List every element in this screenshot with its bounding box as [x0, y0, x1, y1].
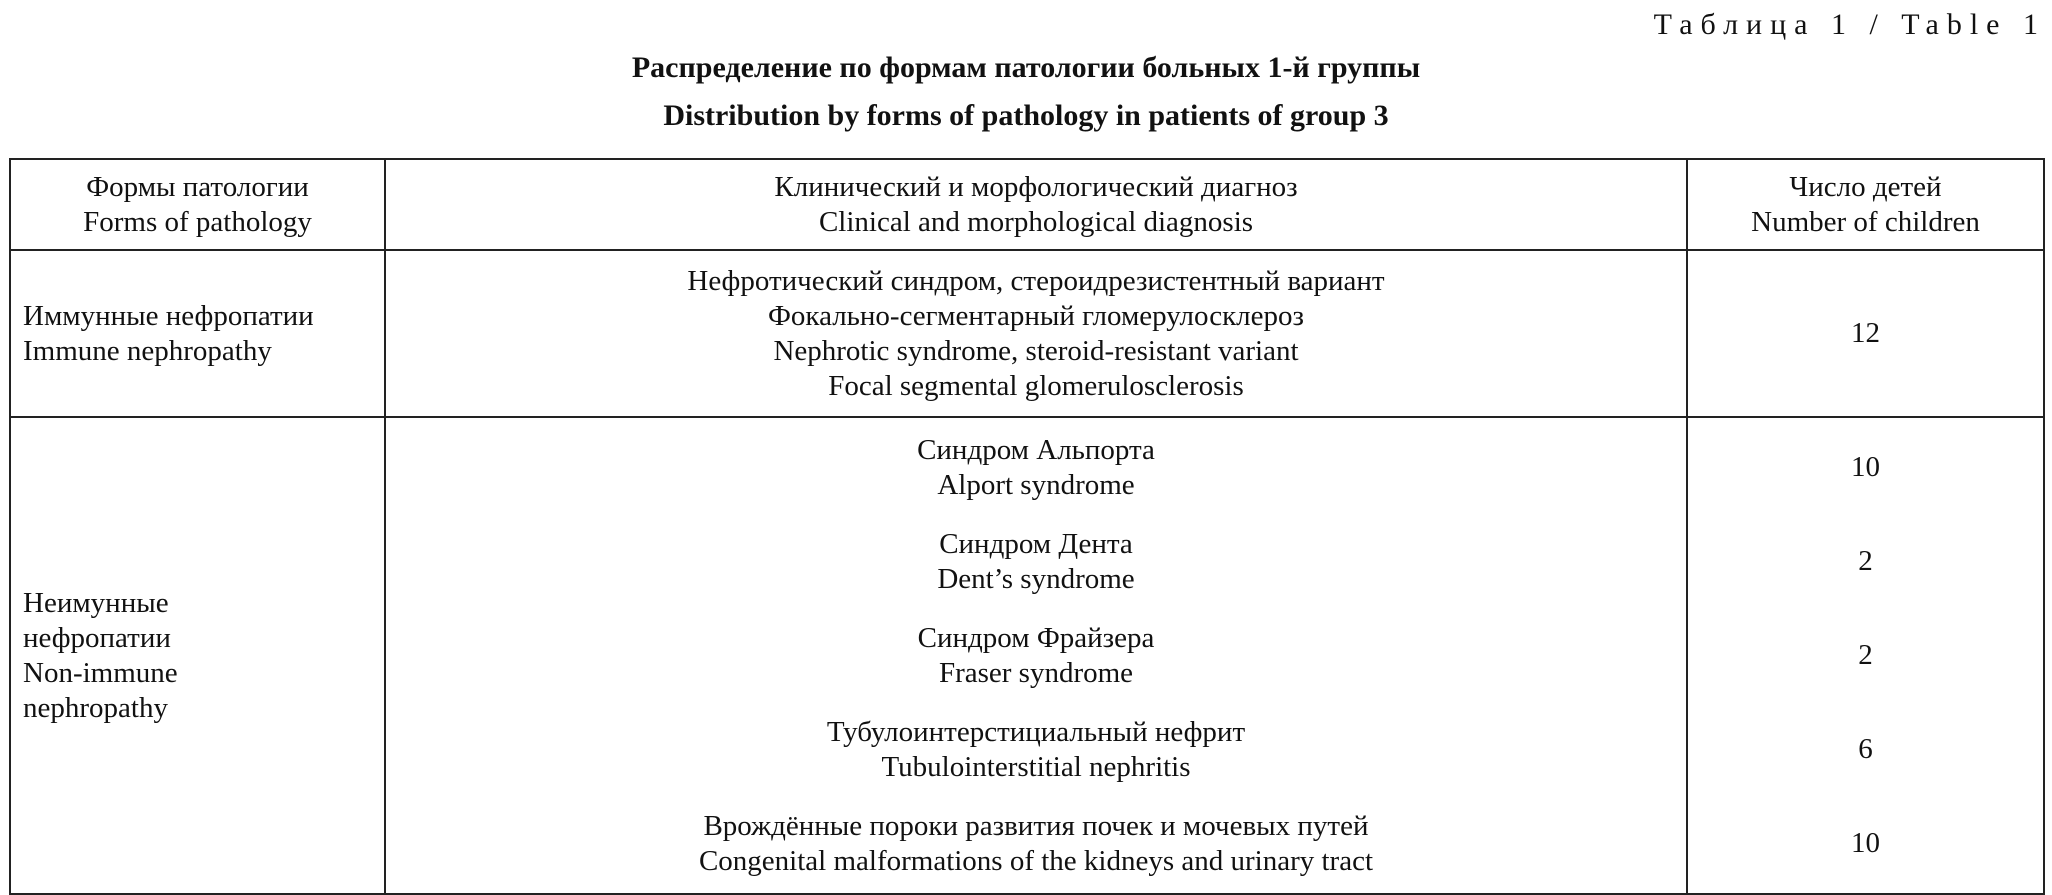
diagnosis-cell: [385, 417, 1687, 894]
diagnosis-line: Врождённые пороки развития почек и мочевых путей: [703, 809, 1369, 842]
header-count-ru: Число детей: [1789, 170, 1942, 203]
table-title-en: Distribution by forms of pathology in patients of group 3: [663, 99, 1389, 132]
diagnosis-entry-tubulointerstitial: [398, 703, 1674, 797]
header-count: [1687, 159, 2044, 250]
diagnosis-cell: [385, 250, 1687, 417]
diagnosis-entry-alport: [398, 421, 1674, 515]
children-count: 2: [1858, 545, 1873, 577]
children-count: 6: [1858, 733, 1873, 765]
children-count: 10: [1851, 827, 1880, 859]
header-diagnosis: [385, 159, 1687, 250]
children-count: 2: [1858, 639, 1873, 671]
children-count: 10: [1851, 451, 1880, 483]
diagnosis-line: Нефротический синдром, стероидрезистентный вариант: [687, 264, 1385, 297]
diagnosis-line: Nephrotic syndrome, steroid-resistant variant: [773, 334, 1299, 367]
diagnosis-line: Синдром Дента: [939, 527, 1133, 560]
diagnosis-entry-congenital: [398, 797, 1674, 891]
diagnosis-line: Fraser syndrome: [938, 656, 1134, 689]
header-row: [10, 159, 2044, 250]
form-label: Неимунные: [23, 586, 169, 619]
form-cell-nonimmune: [10, 417, 385, 894]
table-label: Таблица 1 / Table 1: [1653, 8, 2046, 41]
form-cell-immune: [10, 250, 385, 417]
diagnosis-line: Фокально-сегментарный гломерулосклероз: [768, 299, 1304, 332]
header-forms-ru: Формы патологии: [86, 170, 309, 203]
diagnosis-line: Congenital malformations of the kidneys and urinary tract: [698, 844, 1374, 877]
count-cell: [1687, 417, 2044, 894]
form-label: Non-immune: [23, 656, 178, 689]
count-cell: [1687, 250, 2044, 417]
header-count-en: Number of children: [1751, 205, 1980, 238]
header-diagnosis-en: Clinical and morphological diagnosis: [818, 205, 1254, 238]
diagnosis-entry-fraser: [398, 609, 1674, 703]
diagnosis-line: Тубулоинтерстициальный нефрит: [826, 715, 1246, 748]
pathology-table: [9, 158, 2045, 895]
form-label: Иммунные нефропатии: [23, 299, 314, 332]
table-row: [10, 417, 2044, 894]
form-label: Immune nephropathy: [23, 334, 272, 367]
children-count: 12: [1851, 317, 1880, 349]
diagnosis-line: Focal segmental glomerulosclerosis: [828, 369, 1244, 402]
diagnosis-line: Dent’s syndrome: [937, 562, 1135, 595]
diagnosis-line: Tubulointerstitial nephritis: [881, 750, 1191, 783]
diagnosis-line: Синдром Фрайзера: [917, 621, 1155, 654]
diagnosis-entry-dent: [398, 515, 1674, 609]
header-diagnosis-ru: Клинический и морфологический диагноз: [774, 170, 1298, 203]
form-label: nephropathy: [23, 691, 168, 724]
table-row: [10, 250, 2044, 417]
diagnosis-line: Alport syndrome: [937, 468, 1135, 501]
diagnosis-line: Синдром Альпорта: [917, 433, 1155, 466]
header-forms-en: Forms of pathology: [83, 205, 312, 238]
table-title-ru: Распределение по формам патологии больных 1-й группы: [631, 51, 1421, 84]
header-forms: [10, 159, 385, 250]
form-label: нефропатии: [23, 621, 171, 654]
